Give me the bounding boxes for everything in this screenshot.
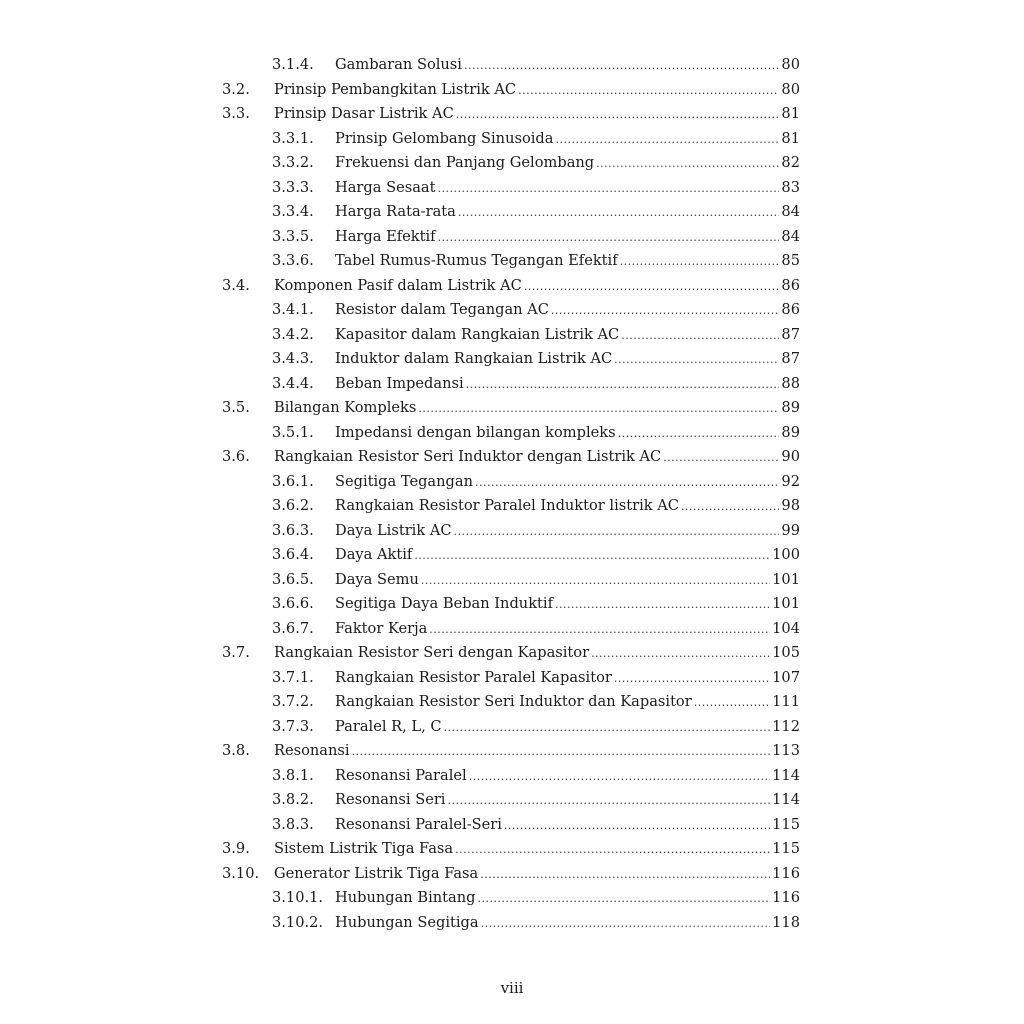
toc-entry-number: 3.7.2. xyxy=(272,693,314,710)
toc-entry-line xyxy=(274,102,800,128)
toc-entry-line xyxy=(335,813,800,839)
toc-entry-title: Rangkaian Resistor Seri Induktor dan Kapasitor xyxy=(335,693,692,710)
toc-entry-page: 87 xyxy=(781,350,800,367)
toc-entry-number: 3.8.2. xyxy=(272,791,314,808)
toc-entry[interactable] xyxy=(222,886,800,911)
toc-entry-title: Paralel R, L, C xyxy=(335,717,442,735)
dot-leader xyxy=(421,569,770,594)
dot-leader xyxy=(458,201,780,226)
toc-entry-number: 3.6.1. xyxy=(272,472,314,490)
toc-entry-title: Rangkaian Resistor Paralel Kapasitor xyxy=(335,668,612,686)
toc-entry[interactable] xyxy=(222,592,800,617)
toc-entry-number: 3.6.7. xyxy=(272,619,314,637)
dot-leader xyxy=(437,177,779,202)
table-of-contents xyxy=(222,53,800,935)
toc-entry-page: 114 xyxy=(772,791,800,808)
toc-entry-number: 3.6.4. xyxy=(272,546,314,563)
toc-entry[interactable] xyxy=(222,470,800,495)
toc-entry[interactable] xyxy=(222,494,800,519)
toc-entry-title: Frekuensi dan Panjang Gelombang xyxy=(335,154,595,171)
toc-entry[interactable] xyxy=(222,372,800,397)
toc-entry-page: 81 xyxy=(781,105,800,122)
toc-entry-line xyxy=(335,911,800,937)
toc-entry[interactable] xyxy=(222,127,800,152)
toc-entry-line xyxy=(335,617,800,643)
toc-entry-title: Harga Sesaat xyxy=(335,178,436,196)
toc-entry-page: 105 xyxy=(772,644,800,661)
dot-leader xyxy=(438,226,780,251)
toc-entry-page: 82 xyxy=(781,154,800,171)
toc-entry[interactable] xyxy=(222,200,800,225)
toc-entry-number: 3.6. xyxy=(222,448,250,465)
toc-entry-title: Rangkaian Resistor Paralel Induktor listrik AC xyxy=(335,497,679,514)
toc-entry-title: Sistem Listrik Tiga Fasa xyxy=(274,840,454,857)
dot-leader xyxy=(614,348,779,373)
toc-entry-number: 3.4.2. xyxy=(272,325,314,343)
toc-entry[interactable] xyxy=(222,445,800,470)
dot-leader xyxy=(475,471,779,496)
toc-entry-title: Prinsip Gelombang Sinusoida xyxy=(335,129,554,147)
toc-entry-title: Komponen Pasif dalam Listrik AC xyxy=(274,276,522,294)
toc-entry-title: Rangkaian Resistor Seri Induktor dengan Listrik AC xyxy=(274,448,662,465)
toc-entry-number: 3.3.2. xyxy=(272,154,314,171)
toc-entry-title: Induktor dalam Rangkaian Listrik AC xyxy=(335,350,613,367)
toc-entry-title: Faktor Kerja xyxy=(335,619,428,637)
toc-entry-line xyxy=(274,641,800,667)
toc-entry-number: 3.6.5. xyxy=(272,570,314,588)
toc-entry-number: 3.5.1. xyxy=(272,423,314,441)
toc-entry-page: 80 xyxy=(781,80,800,98)
toc-entry-page: 84 xyxy=(781,227,800,245)
dot-leader xyxy=(429,618,770,643)
dot-leader xyxy=(456,103,780,128)
toc-entry-title: Prinsip Pembangkitan Listrik AC xyxy=(274,80,517,98)
dot-leader xyxy=(596,152,779,177)
toc-entry[interactable] xyxy=(222,323,800,348)
toc-entry-page: 81 xyxy=(781,129,800,147)
toc-entry-number: 3.8.3. xyxy=(272,815,314,833)
toc-entry-line xyxy=(335,225,800,251)
toc-entry[interactable] xyxy=(222,151,800,176)
toc-entry-number: 3.10.2. xyxy=(272,913,324,931)
toc-entry-line xyxy=(274,739,800,765)
toc-entry-title: Daya Semu xyxy=(335,570,419,588)
toc-entry-page: 115 xyxy=(772,815,800,833)
toc-entry-title: Beban Impedansi xyxy=(335,374,464,392)
dot-leader xyxy=(455,838,770,863)
toc-entry-title: Resonansi xyxy=(274,742,350,759)
toc-entry-page: 115 xyxy=(772,840,800,857)
toc-entry[interactable] xyxy=(222,690,800,715)
toc-entry-page: 86 xyxy=(781,276,800,294)
toc-entry-title: Generator Listrik Tiga Fasa xyxy=(274,864,479,882)
toc-entry[interactable] xyxy=(222,764,800,789)
toc-entry-line xyxy=(335,543,800,569)
toc-entry-title: Harga Efektif xyxy=(335,227,436,245)
toc-entry-title: Resonansi Paralel-Seri xyxy=(335,815,502,833)
toc-entry-title: Resonansi Paralel xyxy=(335,766,467,784)
toc-entry[interactable] xyxy=(222,911,800,936)
toc-entry-line xyxy=(335,200,800,226)
toc-entry-line xyxy=(274,274,800,300)
toc-entry-page: 98 xyxy=(781,497,800,514)
toc-entry-line xyxy=(335,249,800,275)
dot-leader xyxy=(481,912,771,937)
toc-entry[interactable] xyxy=(222,396,800,421)
toc-entry-title: Gambaran Solusi xyxy=(335,56,462,73)
toc-entry-number: 3.9. xyxy=(222,840,250,857)
toc-entry-page: 90 xyxy=(781,448,800,465)
dot-leader xyxy=(555,593,770,618)
toc-entry-number: 3.3.1. xyxy=(272,129,314,147)
toc-entry-number: 3.7.3. xyxy=(272,717,314,735)
toc-entry-line xyxy=(335,764,800,790)
toc-entry-number: 3.6.6. xyxy=(272,595,314,612)
toc-entry-line xyxy=(335,176,800,202)
toc-entry-page: 101 xyxy=(772,570,800,588)
toc-entry-line xyxy=(335,470,800,496)
dot-leader xyxy=(694,691,770,716)
toc-entry-line xyxy=(274,78,800,104)
dot-leader xyxy=(414,544,770,569)
toc-entry-page: 118 xyxy=(772,913,800,931)
dot-leader xyxy=(620,250,780,275)
dot-leader xyxy=(418,397,779,422)
toc-entry-line xyxy=(335,372,800,398)
toc-entry-line xyxy=(335,715,800,741)
toc-entry[interactable] xyxy=(222,617,800,642)
toc-entry-page: 92 xyxy=(781,472,800,490)
toc-entry-line xyxy=(335,127,800,153)
toc-entry-title: Resonansi Seri xyxy=(335,791,446,808)
toc-entry-page: 100 xyxy=(772,546,800,563)
toc-entry-number: 3.7.1. xyxy=(272,668,314,686)
toc-entry[interactable] xyxy=(222,421,800,446)
toc-entry-line xyxy=(335,323,800,349)
dot-leader xyxy=(614,667,770,692)
dot-leader xyxy=(663,446,779,471)
toc-entry-number: 3.4.4. xyxy=(272,374,314,392)
dot-leader xyxy=(464,54,779,79)
toc-entry[interactable] xyxy=(222,225,800,250)
toc-entry-page: 107 xyxy=(772,668,800,686)
toc-entry-line xyxy=(335,494,800,520)
toc-entry-line xyxy=(335,151,800,177)
toc-entry-page: 114 xyxy=(772,766,800,784)
toc-entry[interactable] xyxy=(222,274,800,299)
toc-entry-number: 3.4.1. xyxy=(272,301,314,318)
toc-entry-number: 3.1.4. xyxy=(272,56,314,73)
dot-leader xyxy=(454,520,780,545)
toc-entry-line xyxy=(335,788,800,814)
dot-leader xyxy=(504,814,770,839)
toc-entry-line xyxy=(335,690,800,716)
toc-entry-number: 3.3.5. xyxy=(272,227,314,245)
toc-entry[interactable] xyxy=(222,298,800,323)
toc-entry-title: Segitiga Daya Beban Induktif xyxy=(335,595,553,612)
toc-entry-title: Impedansi dengan bilangan kompleks xyxy=(335,423,616,441)
dot-leader xyxy=(591,642,770,667)
dot-leader xyxy=(518,79,779,104)
toc-entry-number: 3.8. xyxy=(222,742,250,759)
toc-entry[interactable] xyxy=(222,347,800,372)
dot-leader xyxy=(621,324,779,349)
toc-entry-page: 116 xyxy=(772,864,800,882)
dot-leader xyxy=(681,495,779,520)
toc-entry-title: Kapasitor dalam Rangkaian Listrik AC xyxy=(335,325,620,343)
toc-entry-number: 3.3. xyxy=(222,105,250,122)
toc-entry-page: 111 xyxy=(772,693,800,710)
toc-entry-line xyxy=(335,886,800,912)
toc-entry-page: 99 xyxy=(781,521,800,539)
page-number: viii xyxy=(500,979,524,997)
toc-entry[interactable] xyxy=(222,543,800,568)
toc-entry-number: 3.5. xyxy=(222,399,250,416)
toc-entry[interactable] xyxy=(222,739,800,764)
toc-entry-title: Resistor dalam Tegangan AC xyxy=(335,301,549,318)
dot-leader xyxy=(551,299,780,324)
toc-entry-number: 3.3.3. xyxy=(272,178,314,196)
toc-entry-title: Bilangan Kompleks xyxy=(274,399,417,416)
dot-leader xyxy=(555,128,779,153)
toc-entry-page: 80 xyxy=(781,56,800,73)
toc-entry-line xyxy=(274,837,800,863)
toc-entry-page: 86 xyxy=(781,301,800,318)
toc-entry-page: 83 xyxy=(781,178,800,196)
dot-leader xyxy=(466,373,780,398)
toc-entry-number: 3.2. xyxy=(222,80,250,98)
toc-entry-number: 3.8.1. xyxy=(272,766,314,784)
dot-leader xyxy=(469,765,770,790)
toc-entry-number: 3.7. xyxy=(222,644,250,661)
toc-entry-line xyxy=(335,592,800,618)
toc-entry-title: Harga Rata-rata xyxy=(335,203,456,220)
toc-entry-number: 3.4.3. xyxy=(272,350,314,367)
toc-entry-number: 3.4. xyxy=(222,276,250,294)
toc-entry-page: 113 xyxy=(772,742,800,759)
dot-leader xyxy=(447,789,770,814)
toc-entry-page: 89 xyxy=(781,399,800,416)
toc-entry-page: 85 xyxy=(781,252,800,269)
toc-entry-line xyxy=(335,666,800,692)
toc-entry-title: Hubungan Bintang xyxy=(335,889,476,906)
toc-entry-line xyxy=(335,347,800,373)
toc-entry-number: 3.3.4. xyxy=(272,203,314,220)
toc-entry[interactable] xyxy=(222,568,800,593)
toc-entry[interactable] xyxy=(222,519,800,544)
toc-entry-line xyxy=(335,298,800,324)
toc-entry-page: 87 xyxy=(781,325,800,343)
toc-entry-title: Hubungan Segitiga xyxy=(335,913,479,931)
toc-entry-number: 3.10. xyxy=(222,864,260,882)
toc-entry[interactable] xyxy=(222,641,800,666)
toc-entry-line xyxy=(335,519,800,545)
dot-leader xyxy=(524,275,780,300)
toc-entry[interactable] xyxy=(222,78,800,103)
toc-entry-number: 3.6.3. xyxy=(272,521,314,539)
toc-entry-page: 84 xyxy=(781,203,800,220)
toc-entry-line xyxy=(335,421,800,447)
toc-entry[interactable] xyxy=(222,102,800,127)
toc-entry-page: 112 xyxy=(772,717,800,735)
toc-entry-title: Tabel Rumus-Rumus Tegangan Efektif xyxy=(335,252,618,269)
toc-entry-title: Rangkaian Resistor Seri dengan Kapasitor xyxy=(274,644,590,661)
toc-entry-title: Daya Aktif xyxy=(335,546,413,563)
dot-leader xyxy=(480,863,770,888)
toc-entry-line xyxy=(274,396,800,422)
toc-entry-page: 89 xyxy=(781,423,800,441)
toc-entry-line xyxy=(274,445,800,471)
toc-entry[interactable] xyxy=(222,862,800,887)
toc-entry[interactable] xyxy=(222,249,800,274)
toc-entry-title: Daya Listrik AC xyxy=(335,521,452,539)
dot-leader xyxy=(444,716,771,741)
dot-leader xyxy=(352,740,771,765)
toc-entry-page: 88 xyxy=(781,374,800,392)
toc-entry[interactable] xyxy=(222,788,800,813)
toc-entry[interactable] xyxy=(222,837,800,862)
toc-entry[interactable] xyxy=(222,715,800,740)
toc-entry[interactable] xyxy=(222,666,800,691)
toc-entry-line xyxy=(274,862,800,888)
toc-entry-title: Prinsip Dasar Listrik AC xyxy=(274,105,454,122)
toc-entry-line xyxy=(335,568,800,594)
toc-entry-number: 3.6.2. xyxy=(272,497,314,514)
toc-entry-title: Segitiga Tegangan xyxy=(335,472,473,490)
dot-leader xyxy=(477,887,770,912)
toc-entry-page: 101 xyxy=(772,595,800,612)
dot-leader xyxy=(618,422,780,447)
toc-entry[interactable] xyxy=(222,813,800,838)
toc-entry-number: 3.3.6. xyxy=(272,252,314,269)
toc-entry[interactable] xyxy=(222,176,800,201)
toc-entry-page: 104 xyxy=(772,619,800,637)
toc-entry-number: 3.10.1. xyxy=(272,889,324,906)
toc-entry[interactable] xyxy=(222,53,800,78)
toc-entry-page: 116 xyxy=(772,889,800,906)
toc-entry-line xyxy=(335,53,800,79)
